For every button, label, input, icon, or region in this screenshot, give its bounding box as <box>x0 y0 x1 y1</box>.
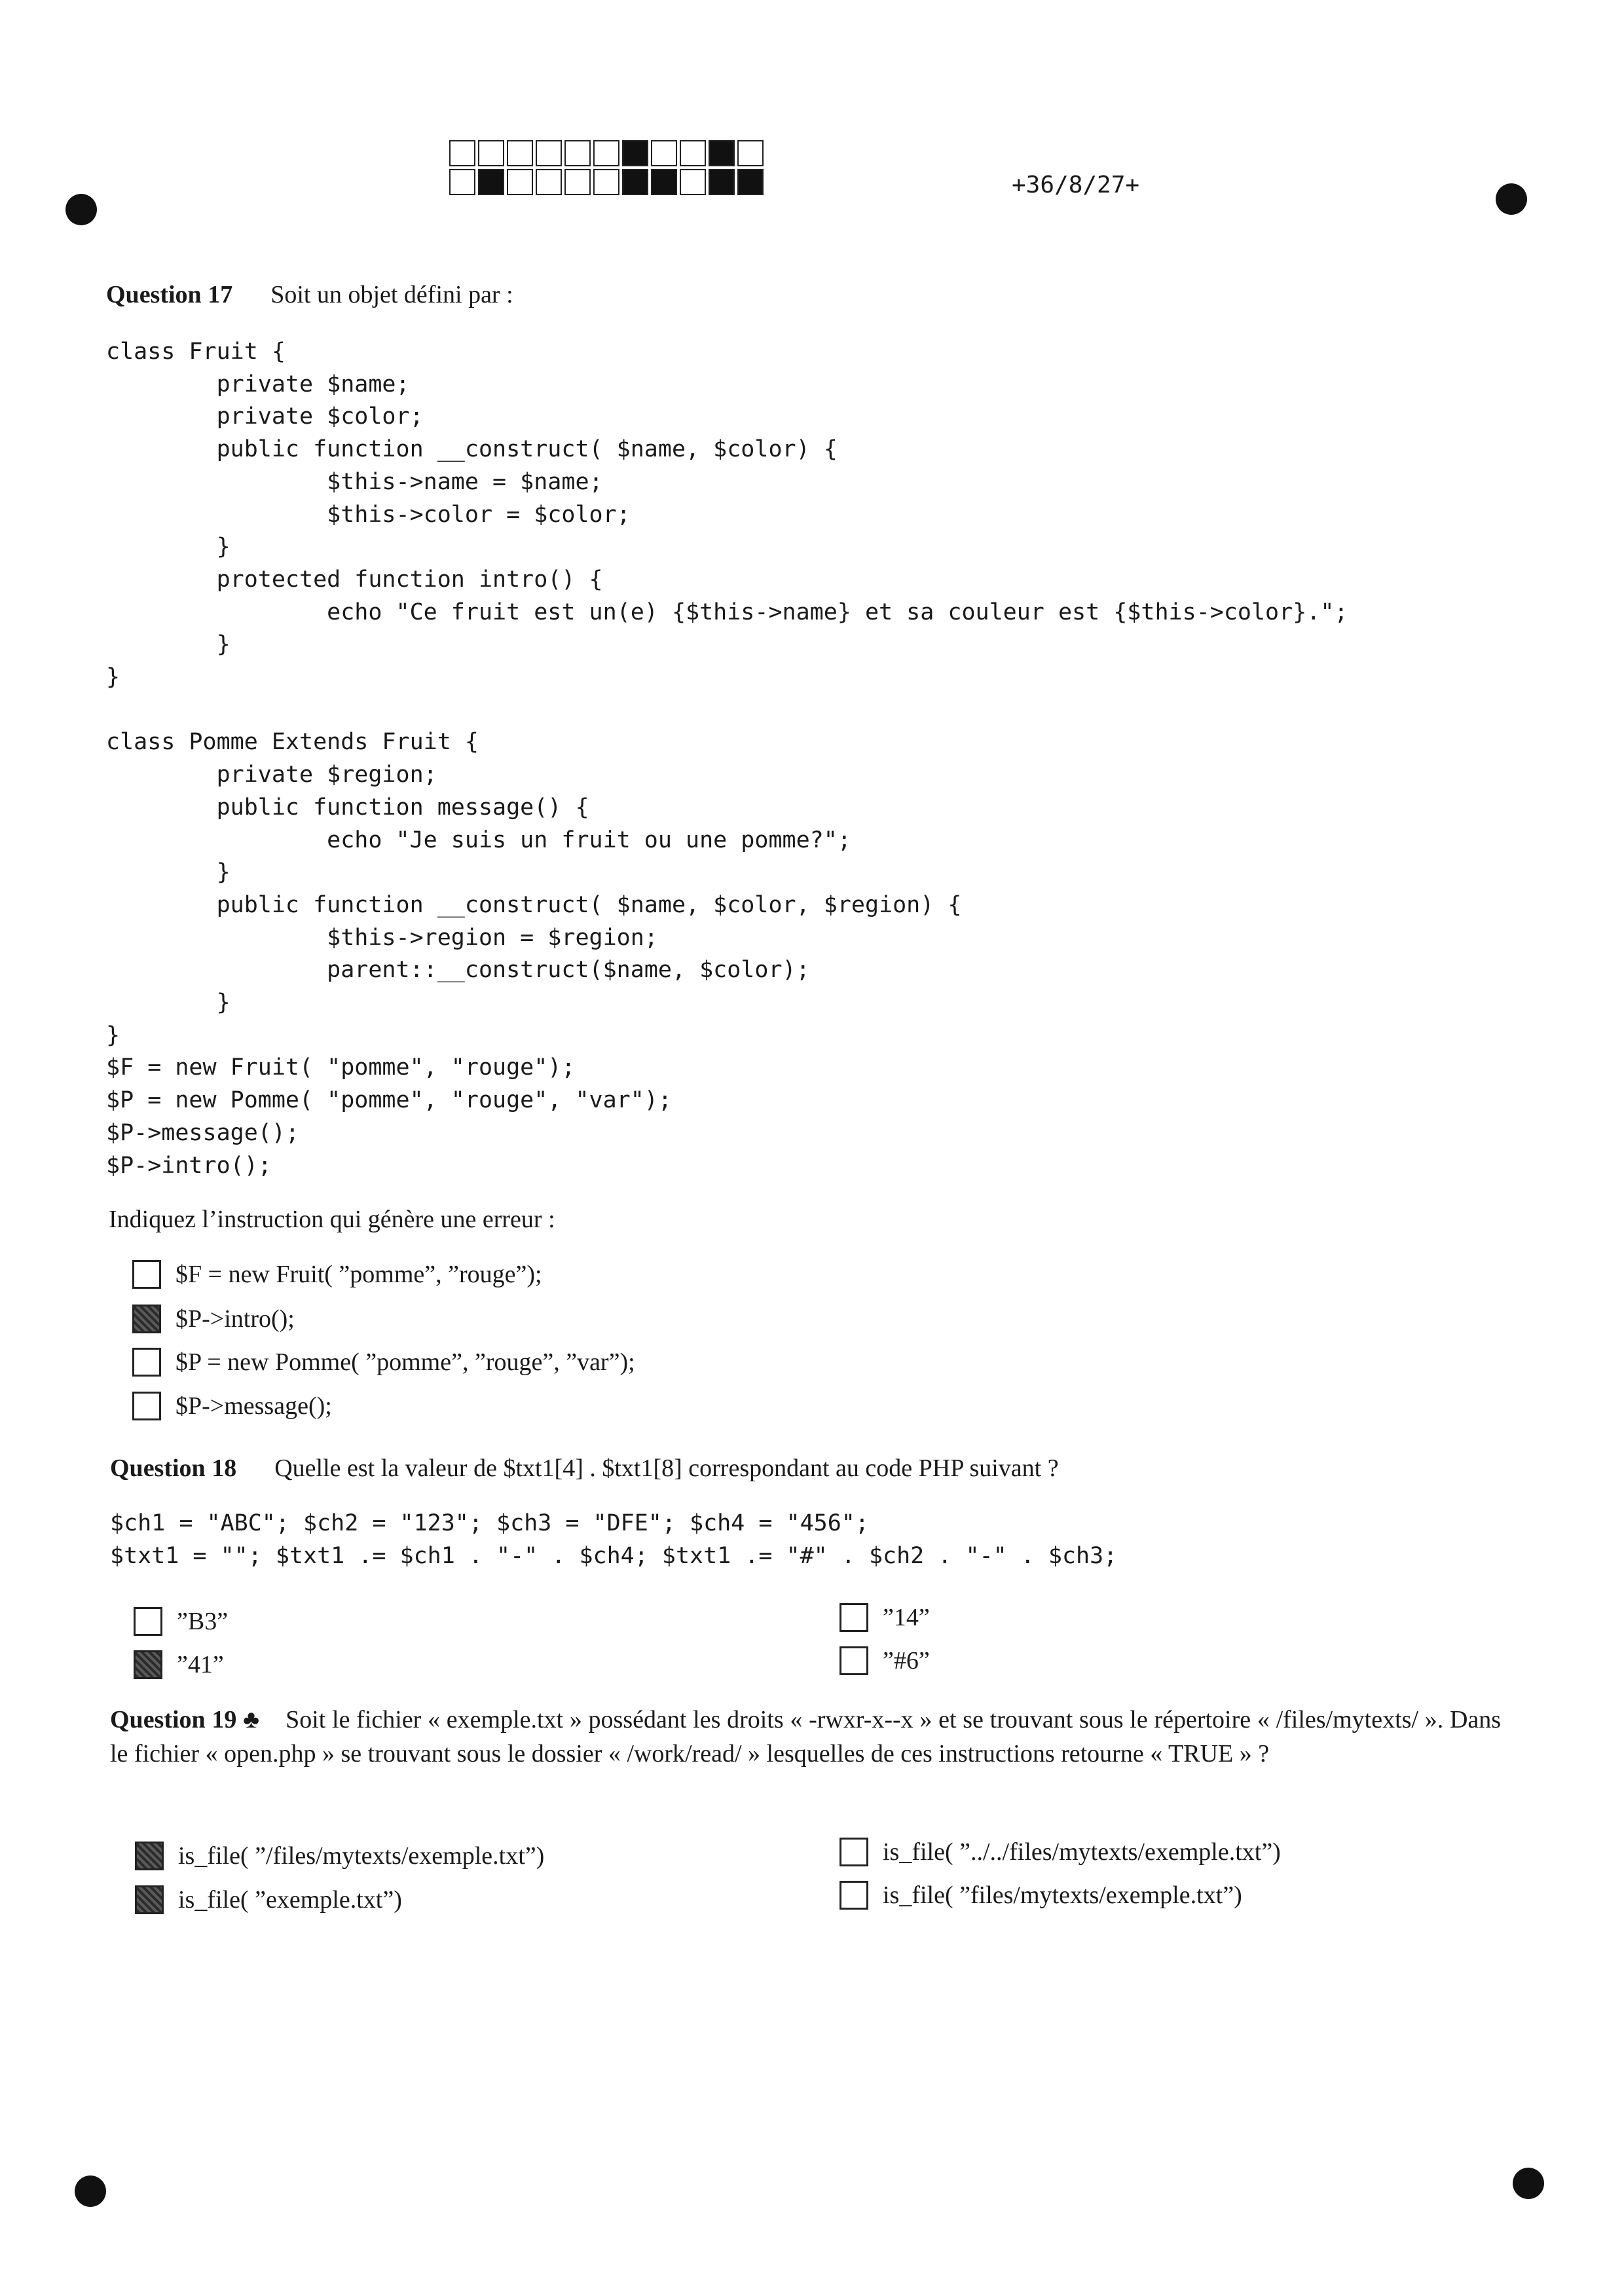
barcode-cell <box>564 169 591 195</box>
barcode-cell <box>709 169 735 195</box>
option-label: $P->intro(); <box>175 1305 295 1333</box>
barcode-cell <box>536 140 562 166</box>
q18-option-3[interactable] <box>840 1603 930 1632</box>
q17-option-2[interactable] <box>132 1305 295 1333</box>
option-label: is_file( ”/files/mytexts/exemple.txt”) <box>178 1842 545 1870</box>
barcode-cell <box>651 169 677 195</box>
q19-option-2[interactable] <box>135 1885 402 1914</box>
registration-mark-top-left <box>65 194 97 225</box>
question-19-title <box>110 1703 1501 1771</box>
option-label: ”41” <box>177 1651 224 1678</box>
checkbox[interactable] <box>840 1603 868 1632</box>
barcode-cell <box>564 140 591 166</box>
barcode-cell <box>680 169 706 195</box>
barcode-cell <box>737 169 764 195</box>
checkbox[interactable] <box>135 1842 164 1870</box>
barcode-cell <box>478 140 504 166</box>
question-text: Quelle est la valeur de $txt1[4] . $txt1[8] correspondant au code PHP suivant ? <box>274 1454 1059 1482</box>
checkbox[interactable] <box>132 1305 161 1333</box>
registration-mark-bottom-left <box>75 2176 106 2207</box>
barcode-cell <box>449 140 475 166</box>
q17-option-1[interactable] <box>132 1260 542 1289</box>
barcode-row <box>449 140 766 166</box>
checkbox[interactable] <box>840 1881 868 1910</box>
barcode-cell <box>536 169 562 195</box>
option-label: ”14” <box>883 1604 930 1631</box>
q18-option-4[interactable] <box>840 1646 930 1675</box>
question-text: Soit un objet défini par : <box>270 281 513 308</box>
q19-option-3[interactable] <box>840 1838 1281 1866</box>
barcode-cell <box>507 140 533 166</box>
registration-mark-bottom-right <box>1513 2168 1544 2199</box>
page-barcode <box>449 140 766 198</box>
q19-option-4[interactable] <box>840 1881 1242 1910</box>
barcode-row <box>449 169 766 195</box>
question-18-code: $ch1 = "ABC"; $ch2 = "123"; $ch3 = "DFE"; $ch4 = "456"; $txt1 = ""; $txt1 .= $ch1 . "-" . $ch4; $txt1 .= "#" . $ch2 . "-" . $ch3; <box>110 1510 1118 1569</box>
checkbox[interactable] <box>134 1607 162 1636</box>
barcode-cell <box>478 169 504 195</box>
barcode-cell <box>680 140 706 166</box>
barcode-cell <box>507 169 533 195</box>
question-17-prompt: Indiquez l’instruction qui génère une erreur : <box>109 1206 555 1233</box>
option-label: is_file( ”../../files/mytexts/exemple.txt”) <box>883 1838 1281 1866</box>
barcode-cell <box>709 140 735 166</box>
option-label: $F = new Fruit( ”pomme”, ”rouge”); <box>175 1261 542 1288</box>
barcode-cell <box>593 140 619 166</box>
question-17-code: class Fruit { private $name; private $color; public function __construct( $name, $color) { $this->name = $name; $this->color = $color; } protected function intro() { echo "Ce fruit est un(e) {$this->name} et sa couleur est {$this->color}."; } } class Pomme Extends Fruit { private $region; public function message() { echo "Je suis un fruit ou une pomme?"; } public function __construct( $name, $color, $region) { $this->region = $region; parent::__construct($name, $color); } } $F = new Fruit( "pomme", "rouge"); $P = new Pomme( "pomme", "rouge", "var"); $P->message(); $P->intro(); <box>106 339 1348 1179</box>
question-label: Question 18 <box>110 1454 237 1482</box>
question-18-title <box>110 1454 1059 1483</box>
q19-option-1[interactable] <box>135 1842 544 1870</box>
q17-option-4[interactable] <box>132 1392 332 1420</box>
checkbox[interactable] <box>134 1650 162 1679</box>
question-label: Question 17 <box>106 281 233 308</box>
option-label: ”B3” <box>177 1608 229 1635</box>
checkbox[interactable] <box>840 1838 868 1866</box>
barcode-cell <box>651 140 677 166</box>
barcode-cell <box>449 169 475 195</box>
checkbox[interactable] <box>135 1885 164 1914</box>
question-17-title <box>106 280 513 309</box>
checkbox[interactable] <box>132 1392 161 1420</box>
registration-mark-top-right <box>1496 183 1527 215</box>
question-text: Soit le fichier « exemple.txt » possédant les droits « -rwxr-x--x » et se trouvant sous le répertoire « /files/mytexts/ ». Dans le fichier « open.php » se trouvant sous le dossier « /work/read/ » lesquelles de ces instructions retourne « TRUE » ? <box>110 1706 1502 1768</box>
option-label: $P = new Pomme( ”pomme”, ”rouge”, ”var”); <box>175 1348 635 1376</box>
barcode-cell <box>737 140 764 166</box>
barcode-cell <box>593 169 619 195</box>
checkbox[interactable] <box>132 1348 161 1377</box>
checkbox[interactable] <box>132 1260 161 1289</box>
club-icon: ♣ <box>243 1706 260 1733</box>
barcode-cell <box>622 169 648 195</box>
q17-option-3[interactable] <box>132 1348 635 1377</box>
q18-option-2[interactable] <box>134 1650 224 1679</box>
option-label: ”#6” <box>883 1647 930 1675</box>
option-label: is_file( ”exemple.txt”) <box>178 1886 402 1914</box>
page-code: +36/8/27+ <box>1012 172 1140 198</box>
option-label: is_file( ”files/mytexts/exemple.txt”) <box>883 1881 1242 1909</box>
q18-option-1[interactable] <box>134 1607 228 1636</box>
checkbox[interactable] <box>840 1646 868 1675</box>
barcode-cell <box>622 140 648 166</box>
question-label: Question 19 <box>110 1706 237 1733</box>
option-label: $P->message(); <box>175 1392 332 1420</box>
